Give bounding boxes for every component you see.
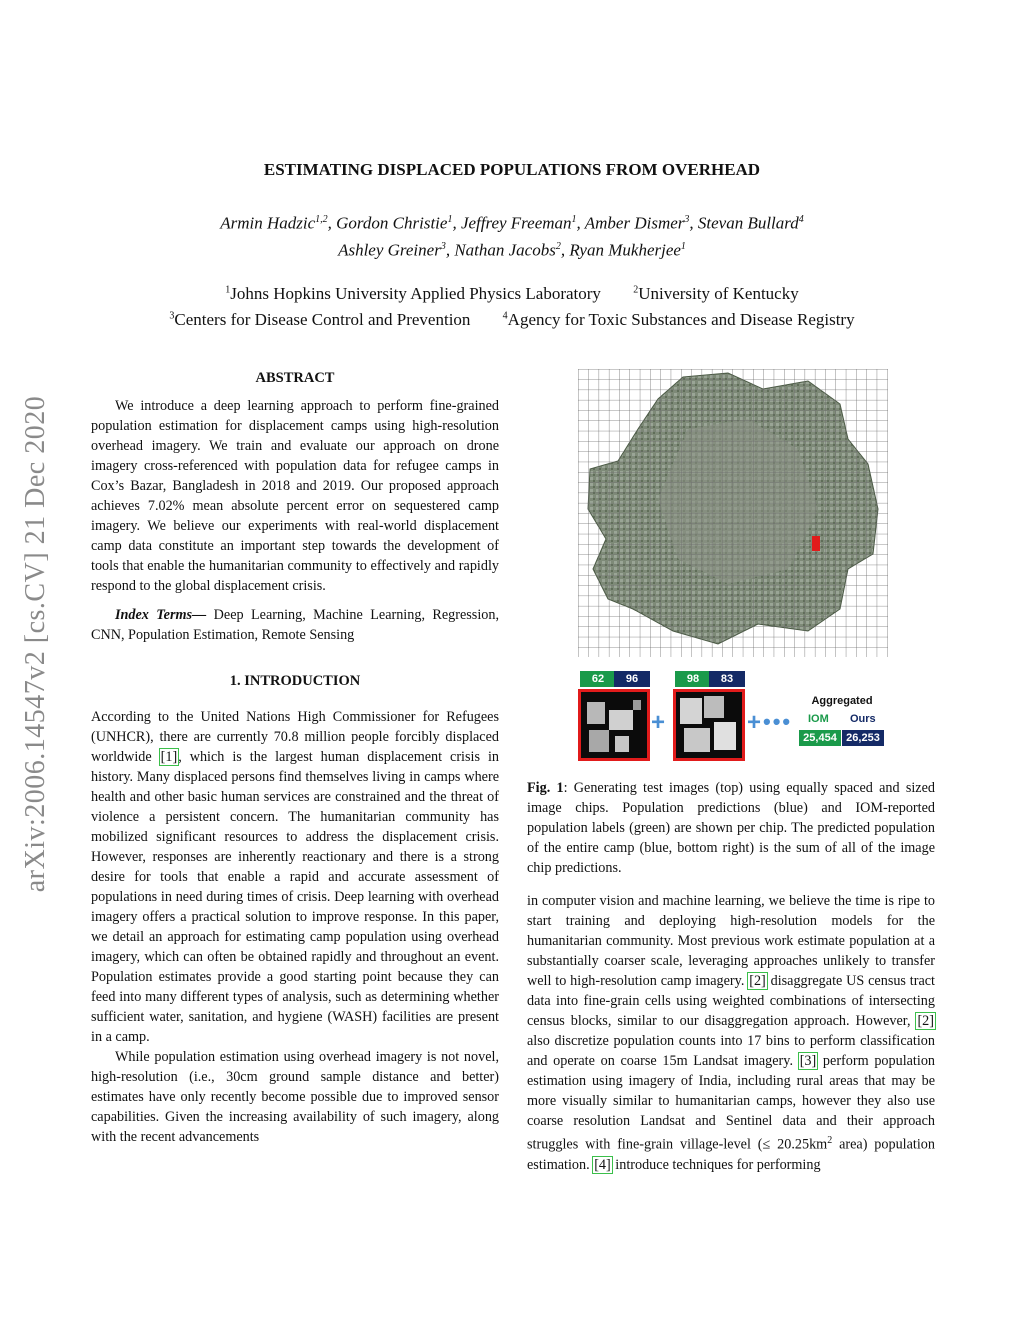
author-affil-sup: 1 bbox=[680, 240, 686, 252]
author-affil-sup: 1,2 bbox=[315, 214, 328, 225]
arxiv-stamp: arXiv:2006.14547v2 [cs.CV] 21 Dec 2020 bbox=[20, 395, 51, 893]
paper-title: ESTIMATING DISPLACED POPULATIONS FROM OVERHEAD bbox=[263, 160, 761, 179]
ellipsis-icon: ••• bbox=[763, 709, 793, 734]
aggregated-ours-value: 26,253 bbox=[842, 730, 884, 746]
author-line-1: Armin Hadzic$^{1,2}$, Gordon Christie$^1$, Jeffrey Freeman$^1$, Amber Dismer$^3$, Stevan Bullard$^4$ bbox=[220, 213, 804, 233]
chip2-ours-label: 83 bbox=[709, 671, 745, 687]
intro-paragraph-2: While population estimation using overhead imagery is not novel, high-resolution (i.e., 30cm ground sample distance and better) estimates have only recently become possible due to improved sensor capabilities. Given the increasing availability of such imagery, along with the recent advancements bbox=[91, 1049, 499, 1145]
chip1-image bbox=[578, 689, 650, 761]
author-affil-sup: 4 bbox=[798, 214, 804, 225]
author-list bbox=[0, 208, 1024, 261]
aggregated-iom-value: 25,454 bbox=[799, 730, 841, 746]
citation-link[interactable]: [1] bbox=[160, 749, 178, 765]
abstract-heading: ABSTRACT bbox=[255, 370, 335, 386]
affiliation-1: $^1$Johns Hopkins University Applied Physics Laboratory bbox=[225, 283, 601, 303]
author-affil-sup: 3 bbox=[440, 240, 446, 252]
chip2-image bbox=[673, 689, 745, 761]
author-name: Jeffrey Freeman bbox=[460, 213, 572, 233]
aggregated-title: Aggregated bbox=[811, 695, 873, 707]
aggregated-ours-label: Ours bbox=[850, 713, 876, 725]
affiliation-4: $^4$Agency for Toxic Substances and Disease Registry bbox=[502, 310, 855, 330]
right-column bbox=[527, 891, 935, 1175]
plus-icon: + bbox=[651, 709, 666, 736]
aggregated-iom-label: IOM bbox=[808, 713, 829, 725]
author-affil-sup: 1 bbox=[571, 214, 577, 225]
affiliations bbox=[0, 278, 1024, 331]
index-terms: Index Terms— Deep Learning, Machine Learning, Regression, CNN, Population Estimation, Remote Sensing bbox=[91, 607, 499, 643]
affiliation-2: $^2$University of Kentucky bbox=[633, 283, 799, 303]
camp-grid-figure bbox=[578, 369, 888, 657]
author-affil-sup: 2 bbox=[555, 240, 561, 252]
abstract-text: We introduce a deep learning approach to perform fine-grained population estimation for displacement camps using high-resolution overhead imagery. We train and evaluate our approach on drone imagery cross-referenced with population data for refugee camps in Cox’s Bazar, Bangladesh in 2018 and 2019. Our proposed approach achieves 7.02% mean absolute percent error on sequestered camp imagery. We believe our experiments with real-world displacement camp data constitute an important step towards the development of tools that enable the humanitarian community to effectively and rapidly respond to the global displacement crisis. bbox=[91, 398, 499, 594]
plus-icon: + bbox=[747, 709, 762, 736]
author-line-2: Ashley Greiner$^3$, Nathan Jacobs$^2$, Ryan Mukherjee$^1$ bbox=[338, 240, 686, 260]
author-name: Ryan Mukherjee bbox=[569, 240, 681, 260]
citation-link[interactable]: [4] bbox=[594, 1156, 611, 1173]
author-name: Amber Dismer bbox=[584, 213, 685, 233]
author-name: Armin Hadzic bbox=[220, 213, 316, 233]
chip2-iom-label: 98 bbox=[675, 671, 711, 687]
left-column bbox=[91, 368, 499, 1147]
author-name: Stevan Bullard bbox=[697, 213, 799, 233]
intro-paragraph-1: According to the United Nations High Commissioner for Refugees (UNHCR), there are currently 70.8 million people forcibly displaced worldwide [1], which is the largest human displacement crisis in history. Many displaced persons find themselves living in camps where health and other basic human services are constrained and the threat of violence a persistent concern. The humanitarian community has mobilized significant resources to address the displacement crisis. However, responses are inherently reactionary and there is a strong desire for tools that enable a rapid and accurate assessment of populations in need during times of crisis. Deep learning with overhead imagery offers a practical solution to improve response. In this paper, we detail an approach for estimating camp population using overhead imagery, which can often be obtained rapidly and throughout an event. Population estimates provide a good starting point because they can feed into many different types of analysis, such as determining whether sufficient water, sanitation, and hygiene (WASH) facilities are present in a camp. bbox=[91, 709, 499, 1045]
citation-link[interactable]: [2] bbox=[749, 973, 766, 989]
author-affil-sup: 3 bbox=[684, 214, 690, 225]
chip1-iom-label: 62 bbox=[580, 671, 616, 687]
intro-heading: 1. INTRODUCTION bbox=[229, 673, 361, 689]
right-paragraph: in computer vision and machine learning, we believe the time is ripe to start training and deploying high-resolution models for the humanitarian community. Most previous work estimate population at a substantially coarser scale, leveraging approaches unlikely to transfer well to high-resolution camp imagery. [2] disaggregate US census tract data into fine-grain cells using weighted combinations of intersecting census blocks, similar to our disaggregation approach. However, [2] also discretize population counts into 17 bins to perform classification and operate on coarse 15m Landsat imagery. [3] perform population estimation using imagery of India, including rural areas that may be more visually similar to humanitarian camps, however they also use coarse resolution Landsat and Sentinel data and their approach struggles with fine-grain village-level (≤ $20.25km^2$ area) population estimation. [4] introduce techniques for performing bbox=[527, 893, 936, 1173]
author-name: Nathan Jacobs bbox=[454, 240, 556, 260]
author-affil-sup: 1 bbox=[447, 214, 453, 225]
highlight-cell bbox=[812, 536, 820, 551]
figure-caption: Fig. 1: Generating test images (top) using equally spaced and sized image chips. Population predictions (blue) and IOM-reported population labels (green) are shown per chip. The predicted population of the entire camp (blue, bottom right) is the sum of all of the image chip predictions. bbox=[527, 780, 935, 876]
camp-map-image bbox=[578, 369, 888, 657]
affiliation-3: $^3$Centers for Disease Control and Prevention bbox=[169, 310, 471, 330]
citation-link[interactable]: [2] bbox=[917, 1013, 934, 1029]
citation-link[interactable]: [3] bbox=[799, 1053, 817, 1069]
chip1-ours-label: 96 bbox=[614, 671, 650, 687]
author-name: Gordon Christie bbox=[336, 213, 448, 233]
author-name: Ashley Greiner bbox=[338, 240, 441, 260]
